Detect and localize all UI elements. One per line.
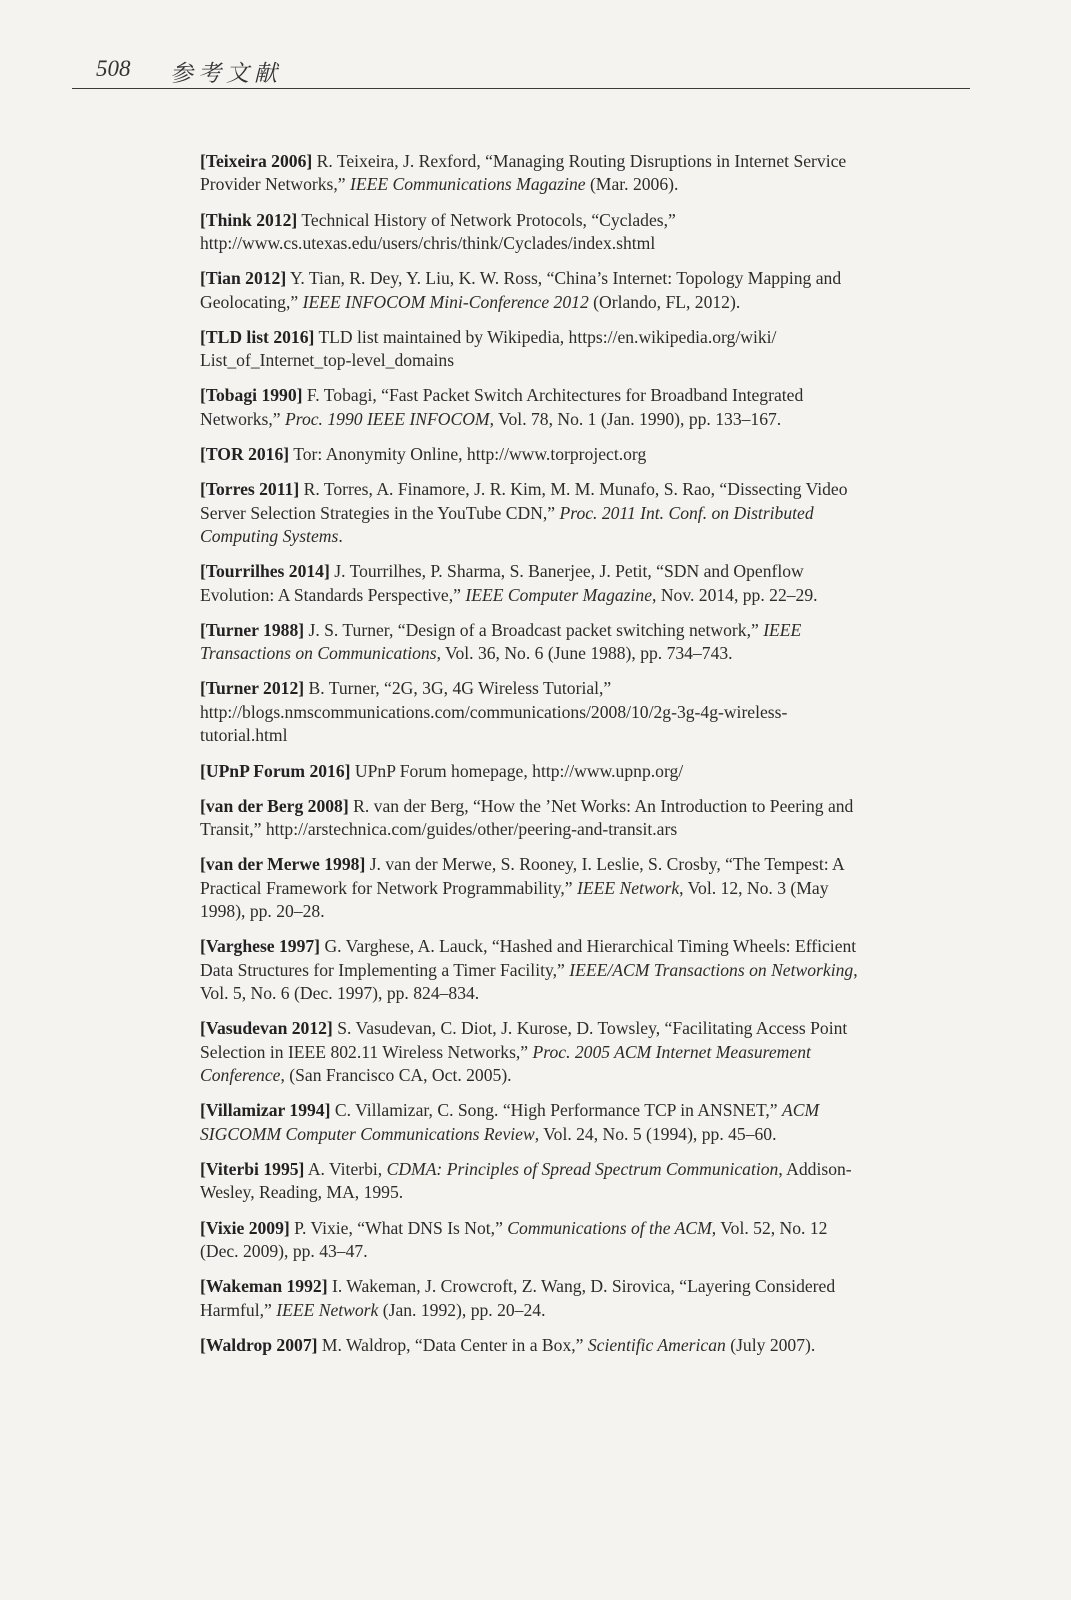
reference-text: R. Torres, A. Finamore, J. R. Kim, M. M. Munafo, S. Rao, “Dissecting Video Server Selection Strategies in the YouTube CDN,” [200,479,848,523]
reference-entry [200,384,860,431]
reference-source-title: CDMA: Principles of Spread Spectrum Communication [386,1158,779,1179]
reference-key: [Think 2012] [200,209,298,230]
reference-text: (Orlando, FL, 2012). [588,291,741,312]
reference-key: [van der Merwe 1998] [200,854,366,875]
reference-key: [Varghese 1997] [200,936,321,957]
reference-text: I. Wakeman, J. Crowcroft, Z. Wang, D. Sirovica, “Layering Considered Harmful,” [200,1276,836,1320]
reference-entry [200,209,860,256]
reference-source-title: ACM SIGCOMM Computer Communications Review [200,1100,820,1144]
reference-text: Y. Tian, R. Dey, Y. Liu, K. W. Ross, “China’s Internet: Topology Mapping and Geolocating,” [200,268,842,312]
reference-text: , Vol. 12, No. 3 (May 1998), pp. 20–28. [200,877,829,922]
running-title: 参考文献 [170,61,282,86]
reference-text: Tor: Anonymity Online, http://www.torproject.org [289,444,647,465]
reference-source-title: IEEE Communications Magazine [350,174,586,195]
reference-entry [200,1334,860,1357]
reference-source-title: IEEE Transactions on Communications [200,619,802,664]
reference-key: [Vasudevan 2012] [200,1018,333,1039]
reference-text: C. Villamizar, C. Song. “High Performance TCP in ANSNET,” [330,1100,783,1121]
reference-entry [200,443,860,466]
reference-entry [200,935,860,1005]
reference-entry [200,150,860,197]
reference-text: (Jan. 1992), pp. 20–24. [378,1299,546,1320]
reference-source-title: IEEE Network [577,877,680,898]
reference-key: [Vixie 2009] [200,1217,290,1238]
reference-text: R. van der Berg, “How the ’Net Works: An Introduction to Peering and Transit,” http://arstechnica.com/guides/other/peering-and-transit.ars [200,795,854,840]
reference-entry [200,560,860,607]
reference-entry [200,478,860,548]
reference-text: , (San Francisco CA, Oct. 2005). [280,1065,512,1086]
reference-text: G. Varghese, A. Lauck, “Hashed and Hierarchical Timing Wheels: Efficient Data Structures for Implementing a Timer Facility,” [200,936,857,980]
reference-key: [Torres 2011] [200,479,300,500]
reference-key: [Tourrilhes 2014] [200,561,330,582]
reference-text: M. Waldrop, “Data Center in a Box,” [317,1334,588,1355]
reference-text: , Vol. 24, No. 5 (1994), pp. 45–60. [534,1123,777,1144]
reference-text: , Addison-Wesley, Reading, MA, 1995. [200,1158,852,1203]
reference-key: [Viterbi 1995] [200,1158,305,1179]
reference-text: (Mar. 2006). [585,174,679,195]
reference-text: A. Viterbi, [304,1158,387,1179]
reference-key: [Turner 1988] [200,619,305,640]
reference-entry [200,1017,860,1087]
reference-text: , Nov. 2014, pp. 22–29. [652,584,818,605]
reference-key: [Waldrop 2007] [200,1334,318,1355]
reference-entry [200,795,860,842]
reference-entry [200,677,860,747]
reference-entry [200,853,860,923]
reference-key: [TOR 2016] [200,444,290,465]
reference-source-title: Scientific American [587,1334,726,1355]
page-header [72,50,970,89]
reference-text: B. Turner, “2G, 3G, 4G Wireless Tutorial,” http://blogs.nmscommunications.com/communications/2008/10/2g-3g-4g-wireless-tutorial.html [200,678,788,746]
reference-text: , Vol. 36, No. 6 (June 1988), pp. 734–743. [436,643,733,664]
reference-text: J. van der Merwe, S. Rooney, I. Leslie, S. Crosby, “The Tempest: A Practical Framework for Network Programmability,” [200,854,844,898]
reference-text: TLD list maintained by Wikipedia, https://en.wikipedia.org/wiki/ List_of_Internet_top-level_domains [200,326,777,371]
reference-text: UPnP Forum homepage, http://www.upnp.org/ [350,760,684,781]
reference-text: S. Vasudevan, C. Diot, J. Kurose, D. Towsley, “Facilitating Access Point Selection in IEEE 802.11 Wireless Networks,” [200,1018,848,1062]
reference-source-title: Communications of the ACM [507,1217,712,1238]
reference-key: [Tian 2012] [200,268,287,289]
reference-key: [TLD list 2016] [200,326,315,347]
reference-source-title: IEEE Computer Magazine [465,584,653,605]
reference-key: [UPnP Forum 2016] [200,760,351,781]
reference-text: P. Vixie, “What DNS Is Not,” [289,1217,508,1238]
reference-source-title: IEEE/ACM Transactions on Networking [569,959,854,980]
reference-text: J. S. Turner, “Design of a Broadcast packet switching network,” [304,619,764,640]
reference-source-title: Proc. 1990 IEEE INFOCOM [285,408,490,429]
reference-key: [Wakeman 1992] [200,1276,328,1297]
reference-text: Technical History of Network Protocols, “Cyclades,” http://www.cs.utexas.edu/users/chris/think/Cyclades/index.shtml [200,209,676,254]
reference-entry [200,760,860,783]
reference-list [200,150,860,1369]
reference-text: F. Tobagi, “Fast Packet Switch Architectures for Broadband Integrated Networks,” [200,385,804,429]
page-number: 508 [96,56,131,81]
reference-source-title: Proc. 2011 Int. Conf. on Distributed Computing Systems [200,502,814,547]
reference-key: [Tobagi 1990] [200,385,303,406]
reference-key: [van der Berg 2008] [200,795,349,816]
reference-text: J. Tourrilhes, P. Sharma, S. Banerjee, J. Petit, “SDN and Openflow Evolution: A Standards Perspective,” [200,561,804,605]
reference-entry [200,1099,860,1146]
reference-text: . [338,526,343,547]
reference-text: , Vol. 78, No. 1 (Jan. 1990), pp. 133–167. [489,408,782,429]
reference-key: [Villamizar 1994] [200,1100,331,1121]
reference-entry [200,267,860,314]
reference-entry [200,326,860,373]
reference-source-title: IEEE INFOCOM Mini-Conference 2012 [302,291,589,312]
reference-entry [200,1158,860,1205]
reference-text: R. Teixeira, J. Rexford, “Managing Routing Disruptions in Internet Service Provider Networks,” [200,151,847,195]
reference-entry [200,1275,860,1322]
reference-text: , Vol. 5, No. 6 (Dec. 1997), pp. 824–834. [200,959,858,1004]
reference-entry [200,1217,860,1264]
reference-entry [200,619,860,666]
reference-key: [Turner 2012] [200,678,305,699]
reference-text: (July 2007). [725,1334,816,1355]
reference-text: , Vol. 52, No. 12 (Dec. 2009), pp. 43–47. [200,1217,828,1261]
reference-source-title: Proc. 2005 ACM Internet Measurement Conference [200,1041,811,1086]
reference-source-title: IEEE Network [276,1299,379,1320]
reference-key: [Teixeira 2006] [200,151,313,171]
